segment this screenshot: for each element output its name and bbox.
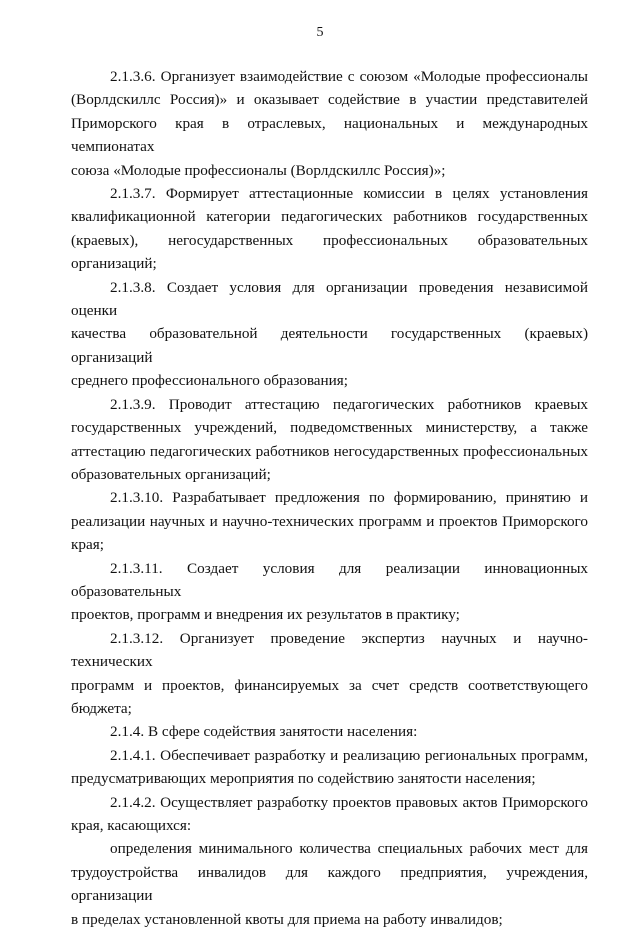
text-line: программ и проектов, финансируемых за счет средств соответствующего: [71, 676, 588, 694]
text-line: аттестацию педагогических работников негосударственных профессиональных: [71, 442, 588, 460]
paragraph-quota-definition: [71, 837, 588, 931]
text-line: проектов, программ и внедрения их результатов в практику;: [71, 606, 460, 624]
text-line: определения минимального количества специальных рабочих мест для: [110, 840, 588, 858]
text-line: государственных учреждений, подведомственных министерству, а также: [71, 419, 588, 437]
text-line: (краевых), негосударственных профессиональных образовательных: [71, 231, 588, 249]
text-line: 2.1.3.6. Организует взаимодействие с союзом «Молодые профессионалы: [110, 68, 588, 85]
text-line: 2.1.4. В сфере содействия занятости населения:: [110, 723, 418, 741]
text-line: квалификационной категории педагогических работников государственных: [71, 208, 588, 226]
paragraph-2-1-3-12: [71, 627, 588, 721]
text-line: (Ворлдскиллс Россия)» и оказывает содействие в участии представителей: [71, 91, 588, 109]
text-line: среднего профессионального образования;: [71, 372, 348, 390]
text-line: образовательных организаций;: [71, 465, 271, 483]
paragraph-2-1-3-10: [71, 486, 588, 556]
text-line: края;: [71, 536, 104, 554]
text-line: организаций;: [71, 255, 157, 273]
text-line: предусматривающих мероприятия по содействию занятости населения;: [71, 770, 536, 788]
paragraph-2-1-4-2: [71, 791, 588, 838]
text-line: 2.1.4.1. Обеспечивает разработку и реализацию региональных программ,: [110, 746, 588, 764]
text-line: 2.1.4.2. Осуществляет разработку проектов правовых актов Приморского: [110, 793, 588, 811]
text-line: реализации научных и научно-технических программ и проектов Приморского: [71, 512, 588, 530]
paragraph-2-1-3-8: [71, 276, 588, 393]
page-number: 5: [316, 25, 324, 40]
paragraph-2-1-3-6: [71, 65, 588, 182]
text-line: в пределах установленной квоты для приема на работу инвалидов;: [71, 910, 503, 928]
section-heading-2-1-4: [71, 720, 588, 743]
text-line: трудоустройства инвалидов для каждого предприятия, учреждения, организации: [71, 863, 588, 905]
text-line: Приморского края в отраслевых, национальных и международных чемпионатах: [71, 114, 588, 156]
document-body: [71, 65, 588, 931]
text-line: 2.1.3.7. Формирует аттестационные комиссии в целях установления: [110, 185, 588, 203]
paragraph-2-1-4-1: [71, 744, 588, 791]
text-line: 2.1.3.10. Разрабатывает предложения по формированию, принятию и: [110, 489, 588, 507]
text-line: бюджета;: [71, 699, 132, 717]
text-line: 2.1.3.11. Создает условия для реализации инновационных образовательных: [71, 559, 588, 600]
paragraph-2-1-3-9: [71, 393, 588, 487]
text-line: края, касающихся:: [71, 817, 192, 834]
text-line: 2.1.3.9. Проводит аттестацию педагогических работников краевых: [110, 395, 588, 413]
paragraph-2-1-3-7: [71, 182, 588, 276]
paragraph-2-1-3-11: [71, 557, 588, 627]
text-line: 2.1.3.12. Организует проведение экспертиз научных и научно-технических: [71, 629, 588, 671]
text-line: союза «Молодые профессионалы (Ворлдскиллс Россия)»;: [71, 161, 446, 179]
text-line: качества образовательной деятельности государственных (краевых) организаций: [71, 325, 588, 366]
text-line: 2.1.3.8. Создает условия для организации проведения независимой оценки: [71, 278, 588, 320]
